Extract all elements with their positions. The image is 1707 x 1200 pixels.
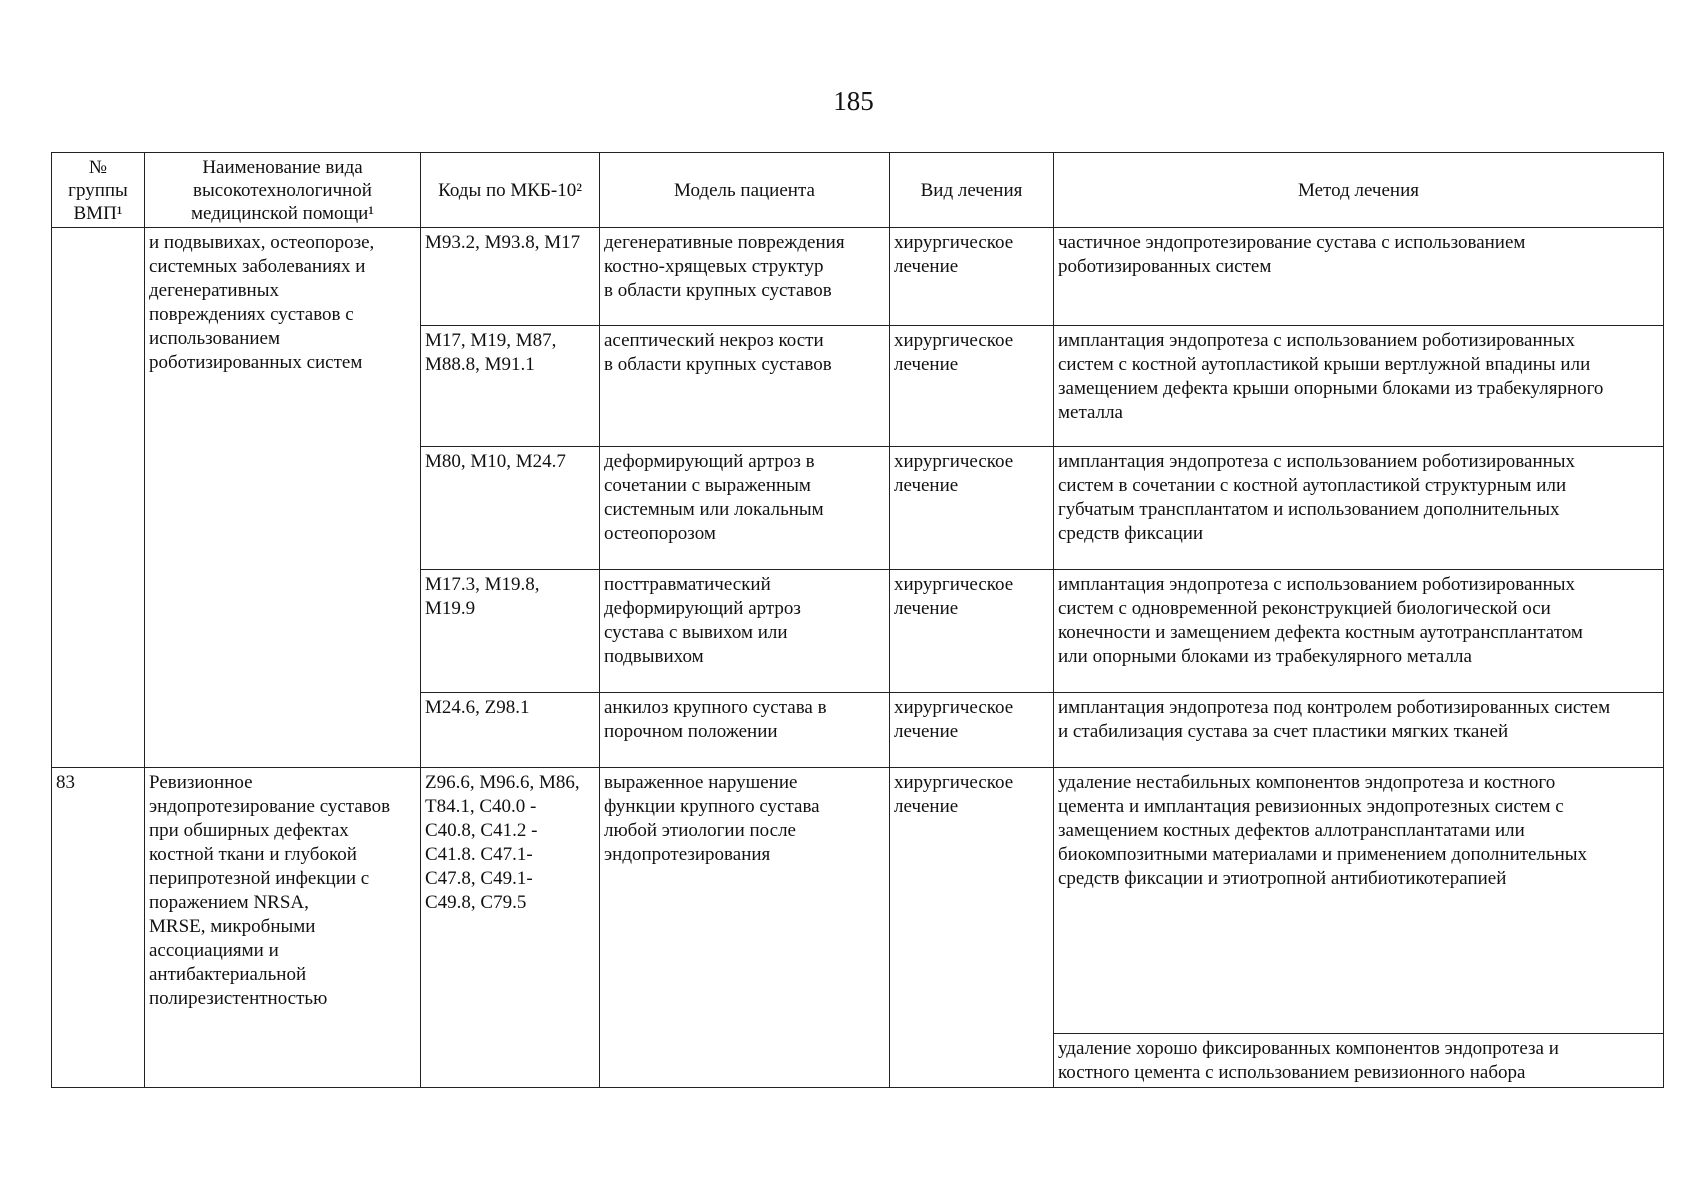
header-patient-model: Модель пациента [600,153,890,228]
table-row [52,768,1664,1034]
treatment-method-cell: имплантация эндопротеза с использованием роботизированных систем в сочетании с костной аутопластикой структурным или губчатым трансплантатом и использованием дополнительных средств фиксации [1054,447,1664,570]
treatment-method-cell: удаление нестабильных компонентов эндопротеза и костного цемента и имплантация ревизионных эндопротезных систем с замещением костных дефектов аллотрансплантатами или биокомпозитными материалами и применением дополнительных средств фиксации и этиотропной антибиотикотерапией [1054,768,1664,1034]
patient-model-cell: выраженное нарушение функции крупного сустава любой этиологии после эндопротезирования [600,768,890,1088]
care-type-name-cell: и подвывихах, остеопорозе, системных заболеваниях и дегенеративных повреждениях суставов с использованием роботизированных систем [145,228,421,768]
patient-model-cell: анкилоз крупного сустава в порочном положении [600,693,890,768]
group-number-cell: 83 [52,768,145,1088]
icd-codes-cell: M80, M10, M24.7 [421,447,600,570]
patient-model-cell: асептический некроз кости в области крупных суставов [600,326,890,447]
group-number-cell [52,228,145,768]
header-treatment-method: Метод лечения [1054,153,1664,228]
patient-model-cell: дегенеративные повреждения костно-хрящевых структур в области крупных суставов [600,228,890,326]
header-row [52,153,1664,228]
icd-codes-cell: M17, M19, M87, M88.8, M91.1 [421,326,600,447]
treatment-method-cell: имплантация эндопротеза под контролем роботизированных систем и стабилизация сустава за счет пластики мягких тканей [1054,693,1664,768]
header-treatment-type: Вид лечения [890,153,1054,228]
header-icd-codes: Коды по МКБ-10² [421,153,600,228]
icd-codes-cell: M17.3, M19.8, M19.9 [421,570,600,693]
table-row [52,228,1664,326]
icd-codes-cell: Z96.6, M96.6, M86, T84.1, C40.0 - C40.8, C41.2 - C41.8. C47.1- C47.8, C49.1- C49.8, C79.5 [421,768,600,1088]
page-number: 185 [833,86,874,116]
treatment-method-cell: имплантация эндопротеза с использованием роботизированных систем с костной аутопластикой крыши вертлужной впадины или замещением дефекта крыши опорными блоками из трабекулярного металла [1054,326,1664,447]
patient-model-cell: посттравматический деформирующий артроз сустава с вывихом или подвывихом [600,570,890,693]
care-type-name-cell: Ревизионное эндопротезирование суставов при обширных дефектах костной ткани и глубокой перипротезной инфекции с поражением NRSA, MRSE, микробными ассоциациями и антибактериальной полирезистентностью [145,768,421,1088]
header-group-number: № группы ВМП¹ [52,153,145,228]
treatment-type-cell: хирургическое лечение [890,768,1054,1088]
treatment-method-cell: имплантация эндопротеза с использованием роботизированных систем с одновременной реконструкцией биологической оси конечности и замещением дефекта костным аутотрансплантатом или опорными блоками из трабекулярного металла [1054,570,1664,693]
treatment-type-cell: хирургическое лечение [890,326,1054,447]
icd-codes-cell: M93.2, M93.8, M17 [421,228,600,326]
treatment-type-cell: хирургическое лечение [890,228,1054,326]
treatment-table [51,152,1664,1088]
treatment-method-cell: удаление хорошо фиксированных компонентов эндопротеза и костного цемента с использованием ревизионного набора [1054,1034,1664,1088]
treatment-type-cell: хирургическое лечение [890,570,1054,693]
patient-model-cell: деформирующий артроз в сочетании с выраженным системным или локальным остеопорозом [600,447,890,570]
treatment-type-cell: хирургическое лечение [890,693,1054,768]
header-care-type-name: Наименование вида высокотехнологичной медицинской помощи¹ [145,153,421,228]
treatment-method-cell: частичное эндопротезирование сустава с использованием роботизированных систем [1054,228,1664,326]
icd-codes-cell: M24.6, Z98.1 [421,693,600,768]
treatment-type-cell: хирургическое лечение [890,447,1054,570]
